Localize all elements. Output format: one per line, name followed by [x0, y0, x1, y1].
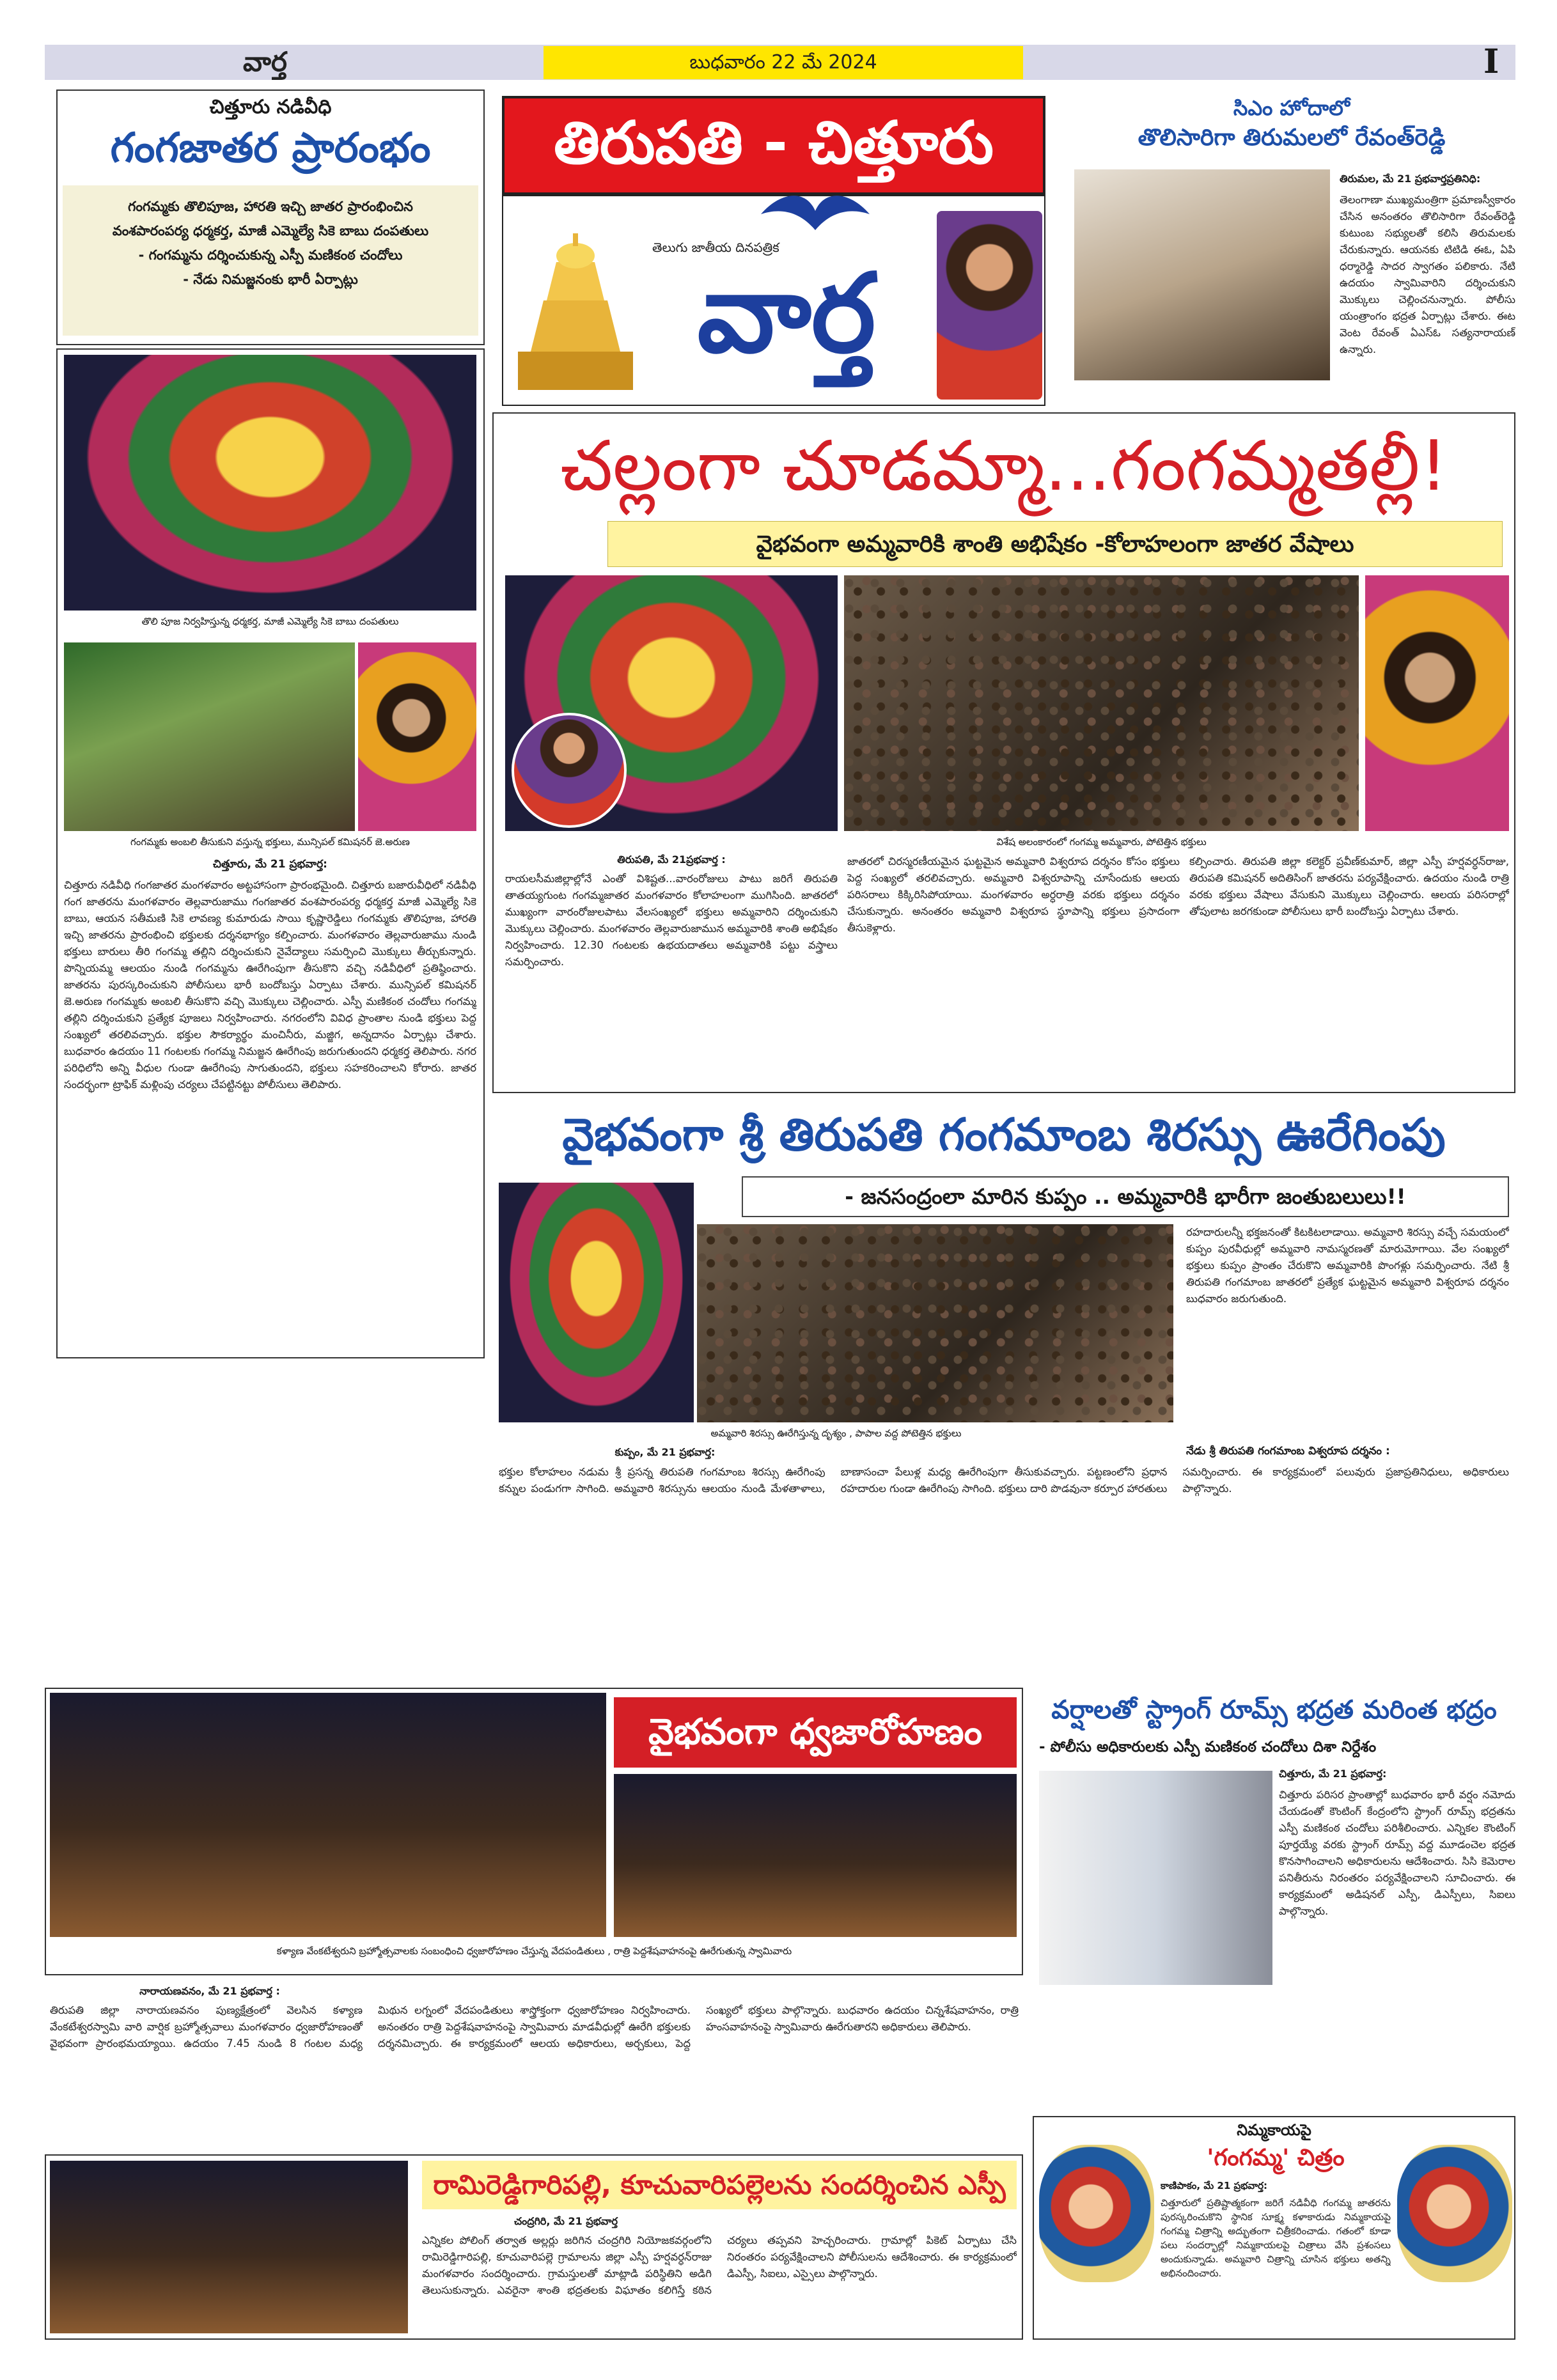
- left-deck: [63, 185, 478, 336]
- left-headline: గంగజాతర ప్రారంభం: [110, 125, 431, 172]
- dhwaja-photo-2: [614, 1774, 1017, 1937]
- art-dateline: కాణిపాకం, మే 21 ప్రభవార్త:: [1161, 2180, 1268, 2191]
- second-dateline: కుప్పం, మే 21 ప్రభవార్త:: [614, 1446, 716, 1458]
- dhwaja-dateline: నారాయణవనం, మే 21 ప్రభవార్త :: [139, 1985, 280, 1997]
- second-body-right: [1186, 1224, 1509, 1442]
- main-photo-crowd: [844, 575, 1359, 831]
- strongroom-dateline: చిత్తూరు, మే 21 ప్రభవార్త:: [1279, 1768, 1387, 1780]
- tagline: తెలుగు జాతీయ దినపత్రిక: [652, 240, 779, 255]
- second-headline: వైభవంగా శ్రీ తిరుపతి గంగమాంబ శిరస్సు ఊరేగింపు: [562, 1108, 1446, 1161]
- dhwaja-caption: కళ్యాణ వేంకటేశ్వరుని బ్రహ్మోత్సవాలకు సంబంధించి ధ్వజారోహణం చేస్తున్న వేదపండితులు , రాత్రి పెద్దశేషవాహనంపై ఊరేగుతున్న స్వామివారు: [276, 1945, 792, 1957]
- cm-body: తెలంగాణా ముఖ్యమంత్రిగా ప్రమాణస్వీకారం చేసిన అనంతరం తొలిసారిగా రేవంత్‌రెడ్డి కుటుంబ సభ్యులతో కలిసి తిరుమలకు చేరుకున్నారు. ఆయనకు టిటిడి ఈఓ, ఏపి ధర్మారెడ్డి సాదర స్వాగతం పలికారు. నేటి ఉదయం స్వామివారిని దర్శించుకుని మొక్కులు చెల్లించనున్నారు. పోలీసు యంత్రాంగం భద్రత ఏర్పాట్లు చేశారు. ఈట వెంట రేవంత్ ఏఎస్ఓ సత్యనారాయణ్ ఉన్నారు.: [1340, 194, 1515, 355]
- deck-line: గంగమ్మకు తొలిపూజ, హారతి ఇచ్చి జాతర ప్రారంభించిన: [128, 199, 413, 214]
- left-photo-1: [64, 355, 476, 611]
- cm-headline-1: సిఎం హోదాలో: [1233, 96, 1350, 120]
- strongroom-photo: [1039, 1771, 1272, 1985]
- left-body: చిత్తూరు నడివీధి గంగజాతర మంగళవారం అట్టహాసంగా ప్రారంభమైంది. చిత్తూరు బజారువీధిలో నడివీధి గంగ జాతరను మంగళవారం తెల్లవారుజాము గంగజాతర వంశపారంపర్య ధర్మకర్త మాజీ ఎమ్మెల్యే సికె బాబు, ఆయన సతీమణి సికె లావణ్య కుమారుడు సాయి కృష్ణారెడ్డిలు గంగమ్మకు తొలిపూజ, హారతి ఇచ్చి జాతరను ప్రారంభించి భక్తులకు దర్శనభాగ్యం కల్పించారు. మంగళవారం తెల్లవారుజాము నుండి భక్తులు బారులు తీరి గంగమ్మ తల్లిని దర్శించుకుని నైవేద్యాలు సమర్పించి మొక్కులు తీర్చుకున్నారు. పొన్నియమ్మ ఆలయం నుండి గంగమ్మను ఊరేగింపుగా తీసుకొని వచ్చి నడివీధిలో ప్రతిష్ఠించారు. జాతరను పురస్కరించుకుని పోలీసులు భారీ బందోబస్తు ఏర్పాటు చేశారు. మున్సిపల్ కమిషనర్ జె.అరుణ గంగమ్మకు అంబలి తీసుకొని వచ్చి మొక్కులు చెల్లించారు. ఎస్పీ మణికంఠ చందోలు గంగమ్మ తల్లిని దర్శించుకుని ప్రత్యేక పూజలు నిర్వహించారు. నగరంలోని వివిధ ప్రాంతాల నుండి భక్తులు పెద్ద సంఖ్యలో తరలివచ్చారు. భక్తుల సౌకర్యార్థం మంచినీరు, మజ్జిగ, అన్నదానం ఏర్పాట్లు చేశారు. బుధవారం ఉదయం 11 గంటలకు గంగమ్మ నిమజ్జన ఊరేగింపు జరుగుతుందని ధర్మకర్త తెలిపారు. నగర పరిధిలోని అన్ని వీధుల గుండా ఊరేగింపు సాగుతుందని, భక్తులు సహకరించాలని కోరారు. జాతర సందర్భంగా ట్రాఫిక్ మళ్లింపు చర్యలు చేపట్టినట్టు పోలీసులు తెలిపారు.: [64, 879, 476, 1091]
- cm-headline-2: తొలిసారిగా తిరుమలలో రేవంత్‌రెడ్డి: [1138, 125, 1446, 151]
- sp-visit-dateline: చంద్రగిరి, మే 21 ప్రభవార్త: [514, 2215, 618, 2227]
- art-kicker: నిమ్మకాయపై: [1237, 2121, 1311, 2139]
- deity-image: [937, 211, 1042, 400]
- second-photo-caption: అమ్మవారి శిరస్సు ఊరేగిస్తున్న దృశ్యం , పాపాల వద్ద పోటెత్తిన భక్తులు: [710, 1427, 962, 1439]
- second-body-bottom: భక్తుల కోలాహలం నడుమ శ్రీ ప్రసన్న తిరుపతి గంగమాంబ శిరస్సు ఊరేగింపు కన్నుల పండుగగా సాగింది. అమ్మవారి శిరస్సును ఆలయం నుండి మేళతాళాలు, బాణాసంచా పేలుళ్ల మధ్య ఊరేగింపుగా తీసుకువచ్చారు. పట్టణంలోని ప్రధాన రహదారుల గుండా ఊరేగింపు సాగింది. భక్తులు దారి పొడవునా కర్పూర హారతులు సమర్పించారు. ఈ కార్యక్రమంలో పలువురు ప్రజాప్రతినిధులు, అధికారులు పాల్గొన్నారు.: [499, 1466, 1509, 1495]
- left-photo-1-caption: తొలి పూజ నిర్వహిస్తున్న ధర్మకర్త, మాజీ ఎమ్మెల్యే సికె బాబు దంపతులు: [141, 616, 399, 627]
- second-photo-idol: [499, 1183, 694, 1422]
- art-photo-2: [1397, 2145, 1512, 2282]
- dove-icon: [755, 185, 876, 243]
- second-subhead: - జనసంద్రంలా మారిన కుప్పం .. అమ్మవారికి భారీగా జంతుబలులు!!: [742, 1176, 1509, 1217]
- sp-visit-headline: రామిరెడ్డిగారిపల్లి, కూచువారిపల్లెలను సందర్శించిన ఎస్పీ: [422, 2161, 1017, 2209]
- strongroom-subhead: - పోలీసు అధికారులకు ఎస్పీ మణికంఠ చందోలు దిశా నిర్దేశం: [1039, 1739, 1377, 1755]
- page-number: I: [1483, 42, 1499, 81]
- dhwaja-body: తిరుపతి జిల్లా నారాయణవనం పుణ్యక్షేత్రంలో వెలసిన కళ్యాణ వేంకటేశ్వరస్వామి వారి వార్షిక బ్రహ్మోత్సవాలు మంగళవారం ధ్వజారోహణంతో వైభవంగా ప్రారంభమయ్యాయి. ఉదయం 7.45 నుండి 8 గంటల మధ్య మిథున లగ్నంలో వేదపండితులు శాస్త్రోక్తంగా ధ్వజారోహణం నిర్వహించారు. అనంతరం రాత్రి పెద్దశేషవాహనంపై స్వామివారు మాడవీధుల్లో ఊరేగి భక్తులకు దర్శనమిచ్చారు. ఈ కార్యక్రమంలో ఆలయ అధికారులు, అర్చకులు, పెద్ద సంఖ్యలో భక్తులు పాల్గొన్నారు. బుధవారం ఉదయం చిన్నశేషవాహనం, రాత్రి హంసవాహనంపై స్వామివారు ఊరేగుతారని అధికారులు తెలిపారు.: [50, 2004, 1019, 2049]
- main-body-col1: రాయలసీమజిల్లాల్లోనే ఎంతో విశిష్టత...వారంరోజులు పాటు జరిగే తిరుపతి తాతయ్యగుంట గంగమ్మజాతర మంగళవారం కోలాహలంగా ముగిసింది. జాతరలో ముఖ్యంగా వారంరోజులపాటు వేలసంఖ్యలో భక్తులు అమ్మవారిని దర్శించుకుని మొక్కులు చెల్లించారు. మంగళవారం తెల్లవారుజామున అమ్మవారికి శాంతి అభిషేకం నిర్వహించారు. 12.30 గంటలకు ఉభయదాతలు అమ్మవారికి పట్టు వస్త్రాలు సమర్పించారు.: [505, 873, 838, 968]
- main-photo-caption: విశేష అలంకారంలో గంగమ్మ అమ్మవారు, పోటెత్తిన భక్తులు: [996, 836, 1207, 848]
- main-body-col3: కల్పించారు. తిరుపతి జిల్లా కలెక్టర్ ప్రవీణ్‌కుమార్, జిల్లా ఎస్పీ హర్షవర్ధన్‌రాజు, తిరుపతి కమిషనర్ అదితిసింగ్ జాతరను పర్యవేక్షించారు. ఉదయం నుండి రాత్రి వరకు భక్తులు వేషాలు వేసుకుని మొక్కులు చెల్లించారు. ఆలయ పరిసరాల్లో తోపులాట జరగకుండా పోలీసులు భారీ బందోబస్తు ఏర్పాటు చేశారు.: [1189, 855, 1509, 917]
- masthead-small-logo: వార్త: [243, 46, 287, 77]
- art-body: చిత్తూరులో ప్రతిష్టాత్మకంగా జరిగే నడివీధి గంగమ్మ జాతరను పురస్కరించుకొని స్థానిక సూక్ష్మ కళాకారుడు నిమ్మకాయపై గంగమ్మ చిత్రాన్ని అద్భుతంగా చిత్రీకరించాడు. గతంలో కూడా పలు సందర్భాల్లో నిమ్మకాయలపై చిత్రాలు వేసి ప్రశంసలు అందుకున్నాడు. అమ్మవారి చిత్రాన్ని చూసిన భక్తులు అతన్ని అభినందించారు.: [1161, 2197, 1391, 2279]
- dhwaja-headline: వైభవంగా ధ్వజారోహణం: [614, 1697, 1017, 1768]
- deck-line: - నేడు నిమజ్జనంకు భారీ ఏర్పాట్లు: [183, 272, 358, 287]
- sp-visit-body: ఎన్నికల పోలింగ్ తర్వాత అల్లర్లు జరిగిన చంద్రగిరి నియోజకవర్గంలోని రామిరెడ్డిగారిపల్లి, కూచువారిపల్లె గ్రామాలను జిల్లా ఎస్పీ హర్షవర్ధన్‌రాజు మంగళవారం సందర్శించారు. గ్రామస్తులతో మాట్లాడి పరిస్థితిని అడిగి తెలుసుకున్నారు. ఎవరైనా శాంతి భద్రతలకు విఘాతం కలిగిస్తే కఠిన చర్యలు తప్పవని హెచ్చరించారు. గ్రామాల్లో పికెట్ ఏర్పాటు చేసి నిరంతరం పర్యవేక్షించాలని పోలీసులను ఆదేశించారు. ఈ కార్యక్రమంలో డిఎస్పీ, సిఐలు, ఎస్సైలు పాల్గొన్నారు.: [422, 2234, 1017, 2296]
- deck-line: వంశపారంపర్య ధర్మకర్త, మాజీ ఎమ్మెల్యే సికె బాబు దంపతులు: [112, 223, 429, 238]
- deck-line: - గంగమ్మను దర్శించుకున్న ఎస్పీ మణికంఠ చందోలు: [138, 247, 403, 263]
- main-photo-devotee: [1365, 575, 1509, 831]
- main-body-col2: జాతరలో చిరస్మరణీయమైన ఘట్టమైన అమ్మవారి విశ్వరూప దర్శనం కోసం భక్తులు పెద్ద సంఖ్యలో తరలివచ్చారు. అమ్మవారి విశ్వరూపాన్ని చూసేందుకు ఆలయ పరిసరాలు కిక్కిరిసిపోయాయి. మంగళవారం అర్ధరాత్రి వరకు భక్తులు దర్శనం చేసుకున్నారు. అనంతరం అమ్మవారి విశ్వరూప స్థూపాన్ని భక్తులు ప్రసాదంగా తీసుకెళ్లారు.: [847, 855, 1180, 934]
- second-photo-crowd: [697, 1224, 1173, 1422]
- kicker: చిత్తూరు నడివీధి: [209, 96, 332, 118]
- second-body-right-text: రహదారులన్నీ భక్తజనంతో కిటకిటలాడాయి. అమ్మవారి శిరస్సు వచ్చే సమయంలో కుప్పం పురవీధుల్లో అమ్మవారి నామస్మరణతో మారుమోగాయి. వేల సంఖ్యలో భక్తులు కుప్పం ప్రాంతం చేరుకొని అమ్మవారికి పొంగళ్లు సమర్పించారు. నేటి శ్రీ తిరుపతి గంగమాంబ జాతరలో ప్రత్యేక ఘట్టమైన అమ్మవారి విశ్వరూప దర్శనం బుధవారం జరుగుతుంది.: [1186, 1226, 1509, 1305]
- left-photo-2-caption: గంగమ్మకు అంబలి తీసుకుని వస్తున్న భక్తులు, మున్సిపల్ కమిషనర్ జె.అరుణ: [130, 836, 410, 848]
- main-headline: చల్లంగా చూడమ్మా...గంగమ్మతల్లీ!: [560, 426, 1448, 506]
- cm-photo: [1074, 169, 1330, 380]
- left-dateline: చిత్తూరు, మే 21 ప్రభవార్త:: [213, 858, 327, 871]
- art-headline: 'గంగమ్మ' చిత్రం: [1207, 2145, 1345, 2171]
- main-subhead: వైభవంగా అమ్మవారికి శాంతి అభిషేకం -కోలాహలంగా జాతర వేషాలు: [607, 521, 1503, 567]
- brand-logo: వార్త: [697, 249, 876, 377]
- issue-date: బుధవారం 22 మే 2024: [544, 46, 1023, 79]
- main-photo-inset: [512, 713, 627, 828]
- second-subhead-inline: నేడు శ్రీ తిరుపతి గంగమాంబ విశ్వరూప దర్శనం :: [1186, 1445, 1390, 1458]
- left-photo-2a: [64, 642, 355, 831]
- strongroom-headline: వర్షాలతో స్ట్రాంగ్ రూమ్స్ భద్రత మరింత భద్రం: [1051, 1695, 1497, 1725]
- sp-visit-photo: [50, 2161, 408, 2333]
- cm-dateline: తిరుమల, మే 21 ప్రభవార్తప్రతినిధి:: [1340, 173, 1481, 185]
- left-photo-2b: [358, 642, 476, 831]
- strongroom-body: చిత్తూరు పరిసర ప్రాంతాల్లో బుధవారం భారీ వర్షం నమోదు చేయడంతో కౌంటింగ్ కేంద్రంలోని స్ట్రాంగ్ రూమ్స్ భద్రతను ఎస్పీ మణికంఠ చందోలు పరిశీలించారు. ఎన్నికల కౌంటింగ్ పూర్తయ్యే వరకు స్ట్రాంగ్ రూమ్స్ వద్ద మూడంచెల భద్రత కొనసాగించాలని అధికారులను ఆదేశించారు. సిసి కెమెరాల పనితీరును నిరంతరం పర్యవేక్షించాలని సూచించారు. ఈ కార్యక్రమంలో అడిషనల్ ఎస్పీ, డిఎస్పీలు, సిఐలు పాల్గొన్నారు.: [1279, 1789, 1515, 1917]
- main-dateline: తిరుపతి, మే 21ప్రభవార్త :: [617, 853, 726, 866]
- temple-gopuram-image: [512, 230, 639, 396]
- region-title: తిరుపతి - చిత్తూరు: [554, 109, 994, 177]
- art-photo-1: [1039, 2145, 1154, 2282]
- dhwaja-photo-1: [50, 1693, 606, 1937]
